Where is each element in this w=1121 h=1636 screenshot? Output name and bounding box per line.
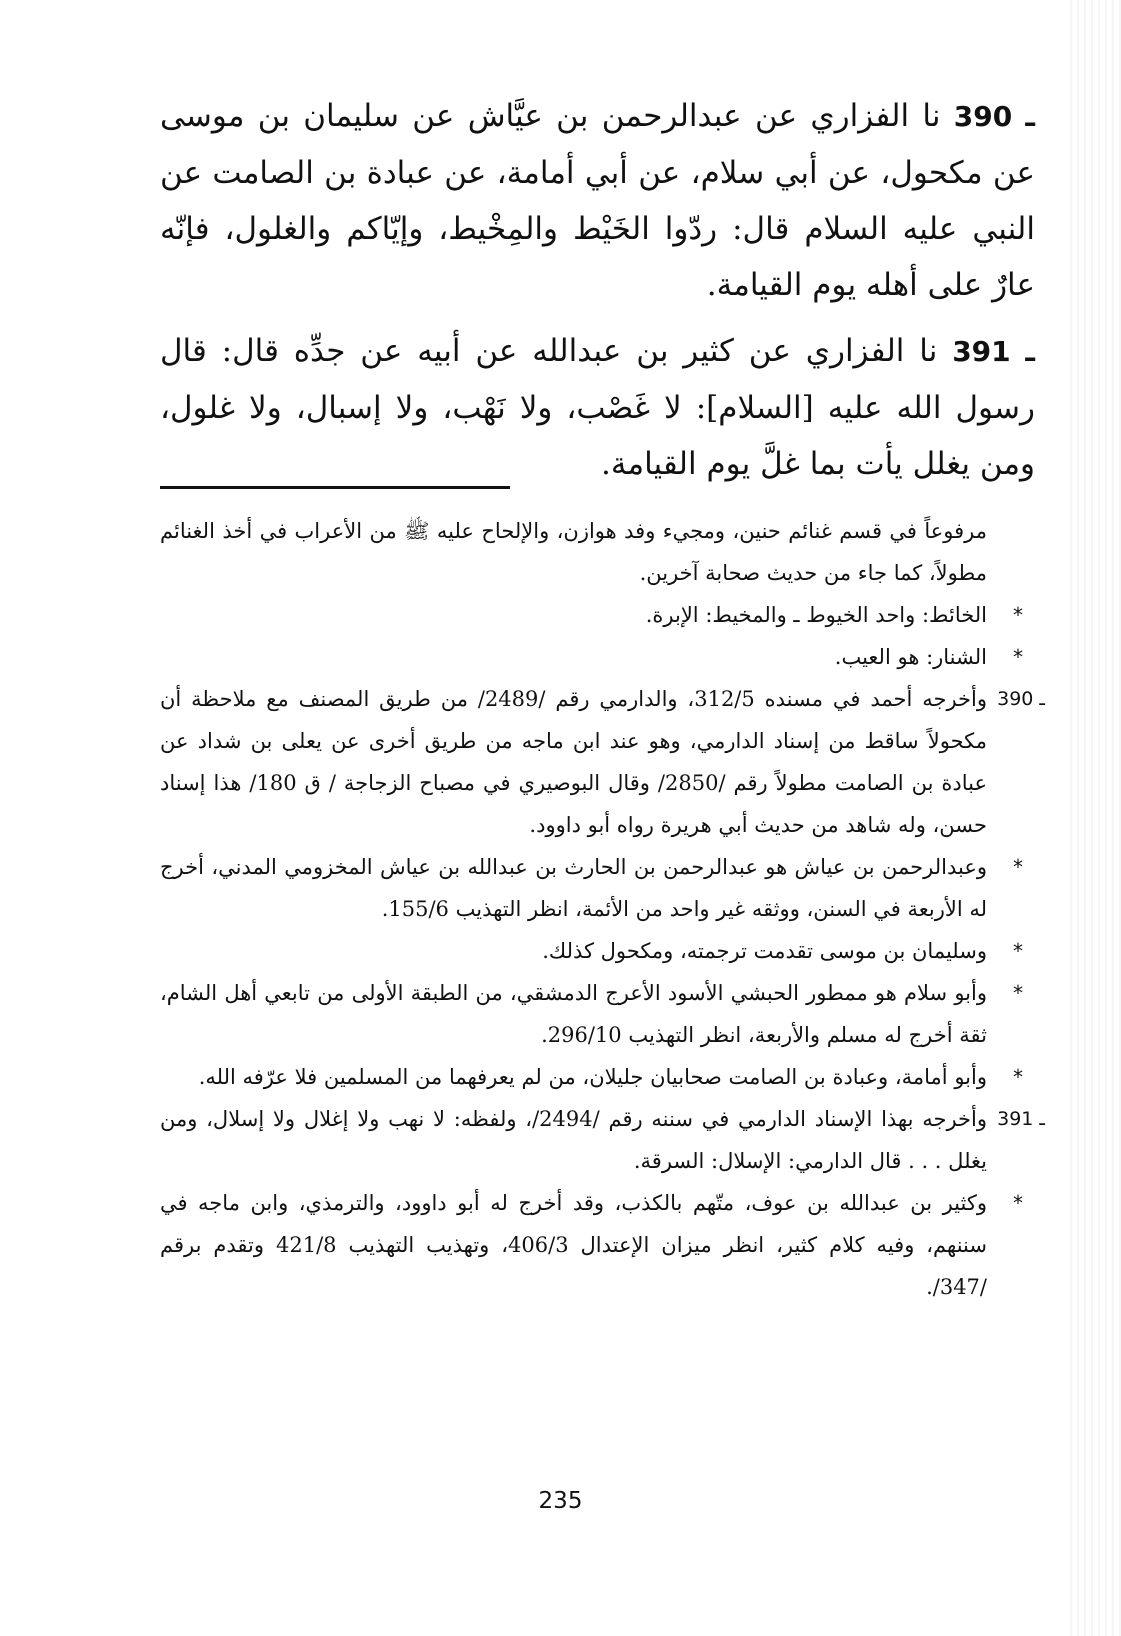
page-edge-scan-noise (1065, 0, 1121, 1636)
footnote-391 (160, 1098, 1045, 1182)
footnote-continuation-text: مرفوعاً في قسم غنائم حنين، ومجيء وفد هوازن، والإلحاح عليه ﷺ من الأعراب في أخذ الغنائم مطولاً، كما جاء من حديث صحابة آخرين. (160, 519, 987, 585)
footnote-abdurrahman-text: وعبدالرحمن بن عياش هو عبدالرحمن بن الحارث بن عبدالله بن عياش المخزومي المدني، أخرج له الأربعة في السنن، ووثقه غير واحد من الأئمة، انظر التهذيب 155/6. (160, 855, 987, 921)
footnote-khait-text: الخائط: واحد الخيوط ـ والمخيط: الإبرة. (645, 603, 987, 627)
footnote-continuation (160, 510, 1045, 594)
page-number: 235 (538, 1488, 583, 1514)
footnote-abdurrahman (160, 846, 1045, 930)
footnote-shinar-text: الشنار: هو العيب. (834, 645, 987, 669)
asterisk-marker: * (1013, 855, 1023, 879)
hadith-390 (160, 88, 1035, 313)
footnote-kathir (160, 1182, 1045, 1308)
footnote-391-text: وأخرجه بهذا الإسناد الدارمي في سننه رقم /2494/، ولفظه: لا نهب ولا إغلال ولا إسلال، ومن يغلل . . . قال الدارمي: الإسلال: السرقة. (160, 1107, 988, 1173)
footnote-number-390: 390 ـ (997, 688, 1045, 710)
footnote-390 (160, 678, 1045, 846)
footnote-abusalam-text: وأبو سلام هو ممطور الحبشي الأسود الأعرج الدمشقي، من الطبقة الأولى من تابعي أهل الشام، ثقة أخرج له مسلم والأربعة، انظر التهذيب 296/10. (160, 981, 987, 1047)
footnote-390-text: وأخرجه أحمد في مسنده 312/5، والدارمي رقم /2489/ من طريق المصنف مع ملاحظة أن مكحولاً ساقط من إسناد الدارمي، وهو عند ابن ماجه من طريق أخرى عن يعلى بن شداد عن عبادة بن الصامت مطولاً رقم /2850/ وقال البوصيري في مصباح الزجاجة / ق 180/ هذا إسناد حسن، وله شاهد من حديث أبي هريرة رواه أبو داوود. (160, 687, 988, 837)
asterisk-marker: * (1013, 603, 1023, 627)
hadith-number-391: 391 ـ (952, 335, 1035, 368)
footnote-sulayman (160, 930, 1045, 972)
footnote-abusalam (160, 972, 1045, 1056)
asterisk-marker: * (1013, 645, 1023, 669)
footnote-number-391: 391 ـ (997, 1108, 1045, 1130)
footnote-abuumama (160, 1056, 1045, 1098)
hadith-text-390: نا الفزاري عن عبدالرحمن بن عيَّاش عن سليمان بن موسى عن مكحول، عن أبي سلام، عن أبي أمامة، عن عبادة بن الصامت عن النبي عليه السلام قال: ردّوا الخَيْط والمِخْيط، وإيّاكم والغلول، فإنّه عارٌ على أهله يوم القيامة. (160, 98, 1035, 303)
hadith-number-390: 390 ـ (953, 100, 1035, 133)
hadith-text-391: نا الفزاري عن كثير بن عبدالله عن أبيه عن جدِّه قال: قال رسول الله عليه [السلام]: لا غَصْب، ولا نَهْب، ولا إسبال، ولا غلول، ومن يغلل يأت بما غلَّ يوم القيامة. (160, 333, 1035, 482)
footnote-sulayman-text: وسليمان بن موسى تقدمت ترجمته، ومكحول كذلك. (542, 939, 987, 963)
asterisk-marker: * (1013, 939, 1023, 963)
main-text (160, 88, 1035, 502)
hadith-391 (160, 323, 1035, 492)
footnote-kathir-text: وكثير بن عبدالله بن عوف، متّهم بالكذب، وقد أخرج له أبو داوود، والترمذي، وابن ماجه في سننهم، وفيه كلام كثير، انظر ميزان الإعتدال 406/3، وتهذيب التهذيب 421/8 وتقدم برقم /347/. (160, 1191, 987, 1299)
footnote-khait (160, 594, 1045, 636)
asterisk-marker: * (1013, 1191, 1023, 1215)
footnote-shinar (160, 636, 1045, 678)
asterisk-marker: * (1013, 1065, 1023, 1089)
footnotes (160, 510, 1045, 1308)
footnote-separator (160, 486, 510, 489)
footnote-abuumama-text: وأبو أمامة، وعبادة بن الصامت صحابيان جليلان، من لم يعرفهما من المسلمين فلا عرّفه الله. (198, 1065, 987, 1089)
asterisk-marker: * (1013, 981, 1023, 1005)
